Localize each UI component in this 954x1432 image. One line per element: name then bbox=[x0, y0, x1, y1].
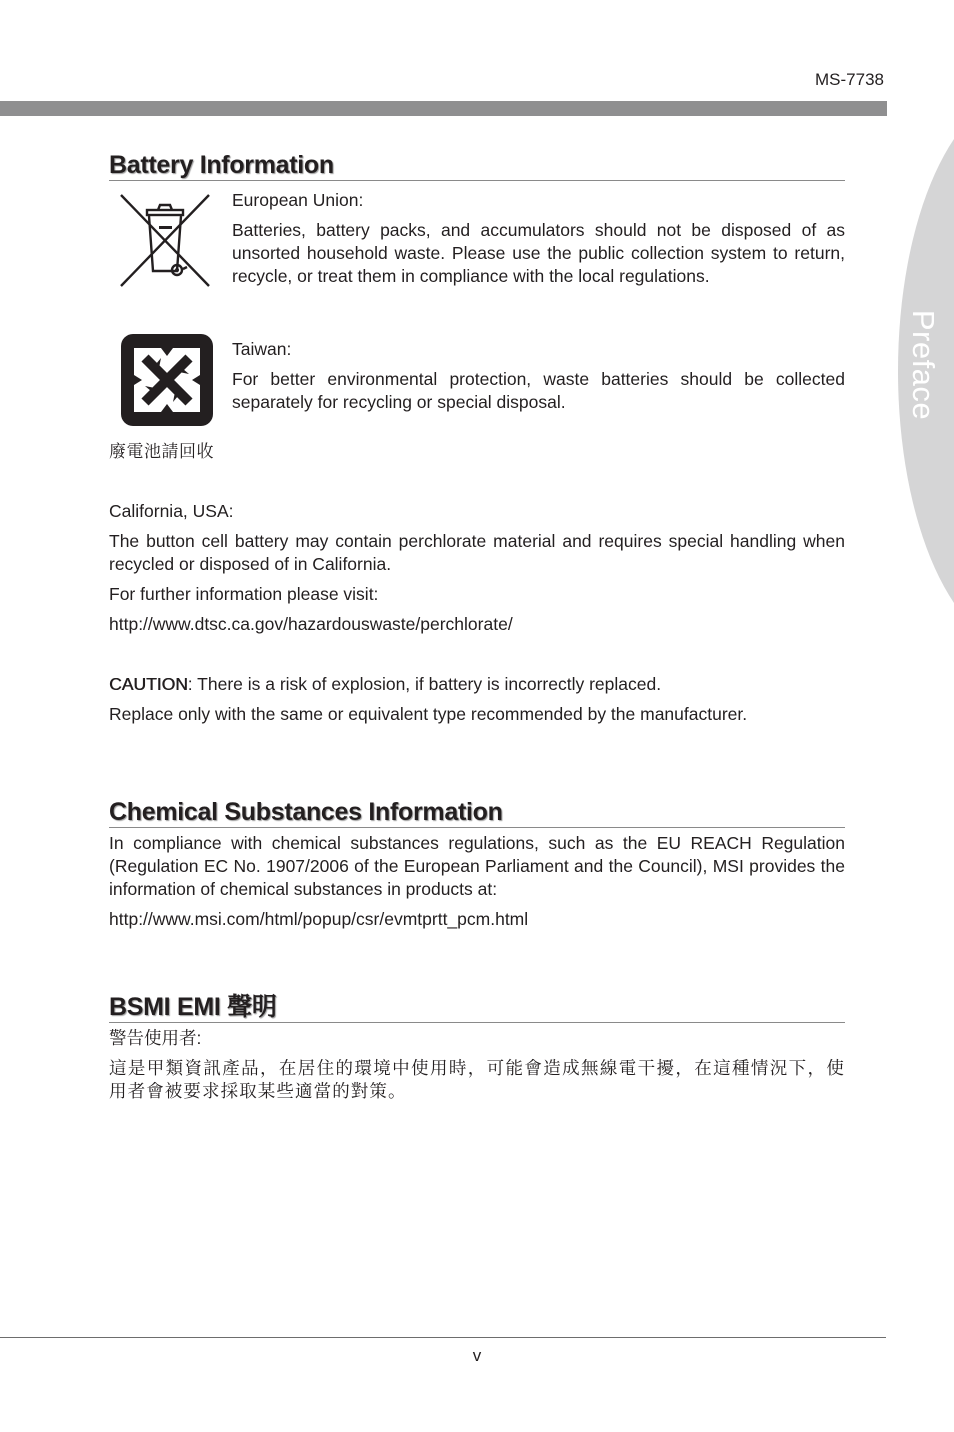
side-tab-text: Preface bbox=[906, 309, 941, 421]
taiwan-text-col bbox=[232, 334, 845, 462]
eu-section bbox=[109, 189, 845, 294]
replace-text: Replace only with the same or equivalent type recommended by the manufacturer. bbox=[109, 704, 748, 724]
caution-line bbox=[109, 673, 845, 696]
california-text: The button cell battery may contain perchlorate material and requires special handling when recycled or disposed of in California. bbox=[109, 531, 845, 574]
taiwan-label: Taiwan: bbox=[232, 339, 292, 359]
header-bar bbox=[0, 101, 887, 116]
model-number: MS-7738 bbox=[815, 70, 884, 89]
page-number: v bbox=[472, 1346, 482, 1365]
further-info-text: For further information please visit: bbox=[109, 584, 379, 604]
bsmi-warning-text: 這是甲類資訊產品，在居住的環境中使用時，可能會造成無線電干擾，在這種情況下，使用者會被要求採取某些適當的對策。 bbox=[109, 1058, 845, 1101]
caution-word: CAUTION bbox=[109, 674, 188, 694]
eu-icon-col bbox=[109, 189, 232, 294]
taiwan-text: For better environmental protection, waste batteries should be collected separately for recycling or special disposal. bbox=[232, 369, 845, 412]
eu-text-col bbox=[232, 189, 845, 294]
bsmi-warning-label: 警告使用者: bbox=[109, 1028, 202, 1048]
dtsc-url-link[interactable]: http://www.dtsc.ca.gov/hazardouswaste/perchlorate/ bbox=[109, 614, 513, 634]
eu-label: European Union: bbox=[232, 190, 364, 210]
bsmi-heading: BSMI EMI 聲明 bbox=[109, 992, 845, 1023]
footer-rule bbox=[0, 1337, 886, 1338]
crossed-bin-icon bbox=[119, 193, 211, 289]
msi-url-link[interactable]: http://www.msi.com/html/popup/csr/evmtprtt_pcm.html bbox=[109, 909, 529, 929]
california-label: California, USA: bbox=[109, 501, 234, 521]
eu-text: Batteries, battery packs, and accumulators should not be disposed of as unsorted household waste. Please use the public collection system to return, recycle, or treat them in compliance with the local regulations. bbox=[232, 220, 845, 286]
taiwan-caption: 廢電池請回收 bbox=[109, 442, 214, 461]
page-content bbox=[109, 150, 845, 1103]
recycling-icon bbox=[121, 334, 213, 426]
caution-text: : There is a risk of explosion, if battery is incorrectly replaced. bbox=[187, 674, 662, 694]
battery-heading: Battery Information bbox=[109, 150, 845, 181]
taiwan-icon-col bbox=[109, 334, 232, 462]
taiwan-section bbox=[109, 334, 845, 462]
side-tab-label bbox=[893, 310, 953, 420]
chemical-text: In compliance with chemical substances regulations, such as the EU REACH Regulation (Regulation EC No. 1907/2006 of the European Parliament and the Council), MSI provides the information of chemical substances in products at: bbox=[109, 833, 845, 899]
chemical-heading: Chemical Substances Information bbox=[109, 797, 845, 828]
